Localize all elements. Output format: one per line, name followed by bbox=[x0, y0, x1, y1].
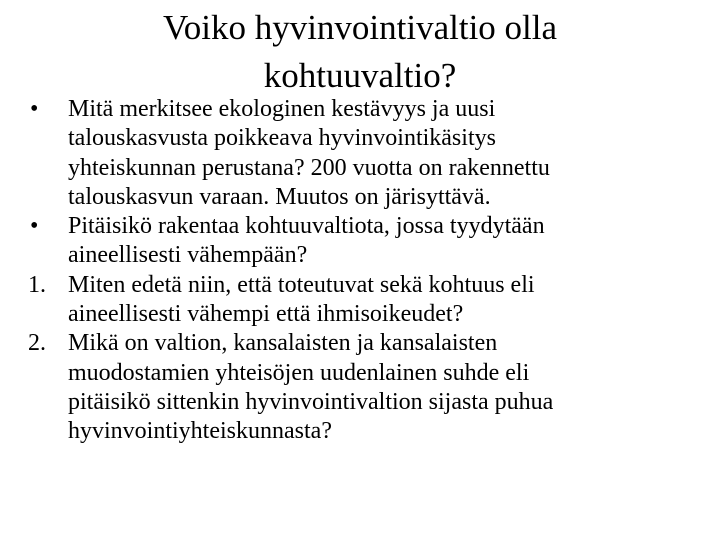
item-text-line: muodostamien yhteisöjen uudenlainen suhde eli bbox=[68, 359, 530, 386]
item-text-line: Mikä on valtion, kansalaisten ja kansalaisten bbox=[68, 330, 498, 357]
item-text-line: aineellisesti vähempään? bbox=[68, 242, 308, 269]
bullet-marker: • bbox=[30, 96, 39, 122]
list-item-state-citizen-relation bbox=[28, 329, 708, 446]
item-text-line: aineellisesti vähempi että ihmisoikeudet? bbox=[68, 301, 464, 328]
item-text-line: Pitäisikö rakentaa kohtuuvaltiota, jossa tyydytään bbox=[68, 213, 545, 240]
number-marker: 2. bbox=[28, 330, 46, 357]
list-item-moderation-state bbox=[28, 212, 708, 271]
list-item-human-rights bbox=[28, 271, 708, 330]
bullet-marker: • bbox=[30, 213, 39, 240]
slide-content bbox=[28, 95, 708, 447]
list-item-ecological-sustainability bbox=[28, 95, 708, 212]
item-text-line: yhteiskunnan perustana? 200 vuotta on rakennettu bbox=[68, 154, 550, 181]
item-text-line: talouskasvun varaan. Muutos on järisyttävä. bbox=[68, 183, 491, 210]
title-line-2: kohtuuvaltio? bbox=[263, 56, 457, 95]
item-text-line: hyvinvointiyhteiskunnasta? bbox=[68, 418, 332, 445]
item-text-line: Mitä merkitsee ekologinen kestävyys ja uusi bbox=[68, 96, 496, 122]
item-text-line: pitäisikö sittenkin hyvinvointivaltion sijasta puhua bbox=[68, 388, 554, 415]
title-line-1: Voiko hyvinvointivaltio olla bbox=[162, 8, 558, 47]
item-text-line: talouskasvusta poikkeava hyvinvointikäsitys bbox=[68, 125, 496, 152]
slide-title bbox=[0, 4, 720, 100]
item-text-line: Miten edetä niin, että toteutuvat sekä kohtuus eli bbox=[68, 271, 535, 298]
number-marker: 1. bbox=[28, 271, 46, 298]
